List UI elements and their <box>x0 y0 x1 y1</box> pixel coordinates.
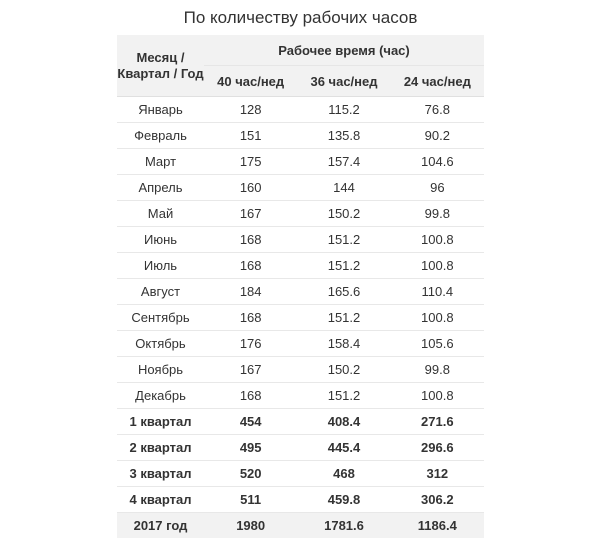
total-row <box>117 513 484 539</box>
value-24h-cell: 105.6 <box>391 331 484 357</box>
working-time-group-header: Рабочее время (час) <box>204 35 484 66</box>
value-40h-cell: 520 <box>204 461 297 487</box>
row-label-cell: Август <box>117 279 204 305</box>
value-24h-cell: 100.8 <box>391 305 484 331</box>
table-row <box>117 253 484 279</box>
table-row <box>117 149 484 175</box>
column-header-36h: 36 час/нед <box>297 66 390 97</box>
value-40h-cell: 184 <box>204 279 297 305</box>
value-36h-cell: 135.8 <box>297 123 390 149</box>
value-24h-cell: 306.2 <box>391 487 484 513</box>
value-40h-cell: 128 <box>204 97 297 123</box>
row-label-cell: Февраль <box>117 123 204 149</box>
row-label-cell: 3 квартал <box>117 461 204 487</box>
value-40h-cell: 160 <box>204 175 297 201</box>
row-label-cell: Декабрь <box>117 383 204 409</box>
value-40h-cell: 1980 <box>204 513 297 539</box>
row-label-cell: Ноябрь <box>117 357 204 383</box>
value-40h-cell: 151 <box>204 123 297 149</box>
row-label-cell: Июль <box>117 253 204 279</box>
value-24h-cell: 1186.4 <box>391 513 484 539</box>
value-36h-cell: 144 <box>297 175 390 201</box>
row-label-cell: Июнь <box>117 227 204 253</box>
value-24h-cell: 296.6 <box>391 435 484 461</box>
table-row <box>117 305 484 331</box>
row-label-cell: Май <box>117 201 204 227</box>
value-24h-cell: 100.8 <box>391 253 484 279</box>
value-40h-cell: 511 <box>204 487 297 513</box>
row-label-cell: 4 квартал <box>117 487 204 513</box>
value-36h-cell: 151.2 <box>297 227 390 253</box>
page-title: По количеству рабочих часов <box>183 8 418 27</box>
value-36h-cell: 151.2 <box>297 305 390 331</box>
value-36h-cell: 150.2 <box>297 201 390 227</box>
working-hours-table <box>117 35 484 538</box>
value-24h-cell: 312 <box>391 461 484 487</box>
value-40h-cell: 176 <box>204 331 297 357</box>
row-label-cell: 1 квартал <box>117 409 204 435</box>
value-36h-cell: 459.8 <box>297 487 390 513</box>
table-row <box>117 201 484 227</box>
value-24h-cell: 99.8 <box>391 201 484 227</box>
value-24h-cell: 96 <box>391 175 484 201</box>
table-row <box>117 175 484 201</box>
value-24h-cell: 100.8 <box>391 383 484 409</box>
row-label-cell: 2 квартал <box>117 435 204 461</box>
row-label-cell: Март <box>117 149 204 175</box>
table-header <box>117 35 484 97</box>
table-row <box>117 383 484 409</box>
table-row <box>117 461 484 487</box>
value-24h-cell: 104.6 <box>391 149 484 175</box>
table-body <box>117 97 484 539</box>
value-36h-cell: 151.2 <box>297 383 390 409</box>
value-40h-cell: 168 <box>204 383 297 409</box>
value-24h-cell: 99.8 <box>391 357 484 383</box>
month-column-header: Месяц / Квартал / Год <box>117 35 204 97</box>
value-24h-cell: 90.2 <box>391 123 484 149</box>
table-row <box>117 487 484 513</box>
row-label-cell: Сентябрь <box>117 305 204 331</box>
row-label-cell: Апрель <box>117 175 204 201</box>
value-36h-cell: 115.2 <box>297 97 390 123</box>
value-36h-cell: 468 <box>297 461 390 487</box>
table-row <box>117 227 484 253</box>
table-row <box>117 279 484 305</box>
value-24h-cell: 271.6 <box>391 409 484 435</box>
value-36h-cell: 1781.6 <box>297 513 390 539</box>
table-row <box>117 435 484 461</box>
value-40h-cell: 168 <box>204 253 297 279</box>
column-header-24h: 24 час/нед <box>391 66 484 97</box>
value-36h-cell: 165.6 <box>297 279 390 305</box>
row-label-cell: 2017 год <box>117 513 204 539</box>
value-24h-cell: 110.4 <box>391 279 484 305</box>
table-row <box>117 331 484 357</box>
row-label-cell: Январь <box>117 97 204 123</box>
table-row <box>117 123 484 149</box>
value-36h-cell: 408.4 <box>297 409 390 435</box>
value-40h-cell: 175 <box>204 149 297 175</box>
value-36h-cell: 157.4 <box>297 149 390 175</box>
table-row <box>117 357 484 383</box>
value-36h-cell: 151.2 <box>297 253 390 279</box>
value-40h-cell: 167 <box>204 357 297 383</box>
column-header-40h: 40 час/нед <box>204 66 297 97</box>
value-40h-cell: 167 <box>204 201 297 227</box>
value-36h-cell: 158.4 <box>297 331 390 357</box>
table-row <box>117 409 484 435</box>
value-40h-cell: 495 <box>204 435 297 461</box>
row-label-cell: Октябрь <box>117 331 204 357</box>
value-40h-cell: 168 <box>204 305 297 331</box>
value-40h-cell: 168 <box>204 227 297 253</box>
value-36h-cell: 150.2 <box>297 357 390 383</box>
value-24h-cell: 100.8 <box>391 227 484 253</box>
table-row <box>117 97 484 123</box>
value-24h-cell: 76.8 <box>391 97 484 123</box>
value-40h-cell: 454 <box>204 409 297 435</box>
value-36h-cell: 445.4 <box>297 435 390 461</box>
